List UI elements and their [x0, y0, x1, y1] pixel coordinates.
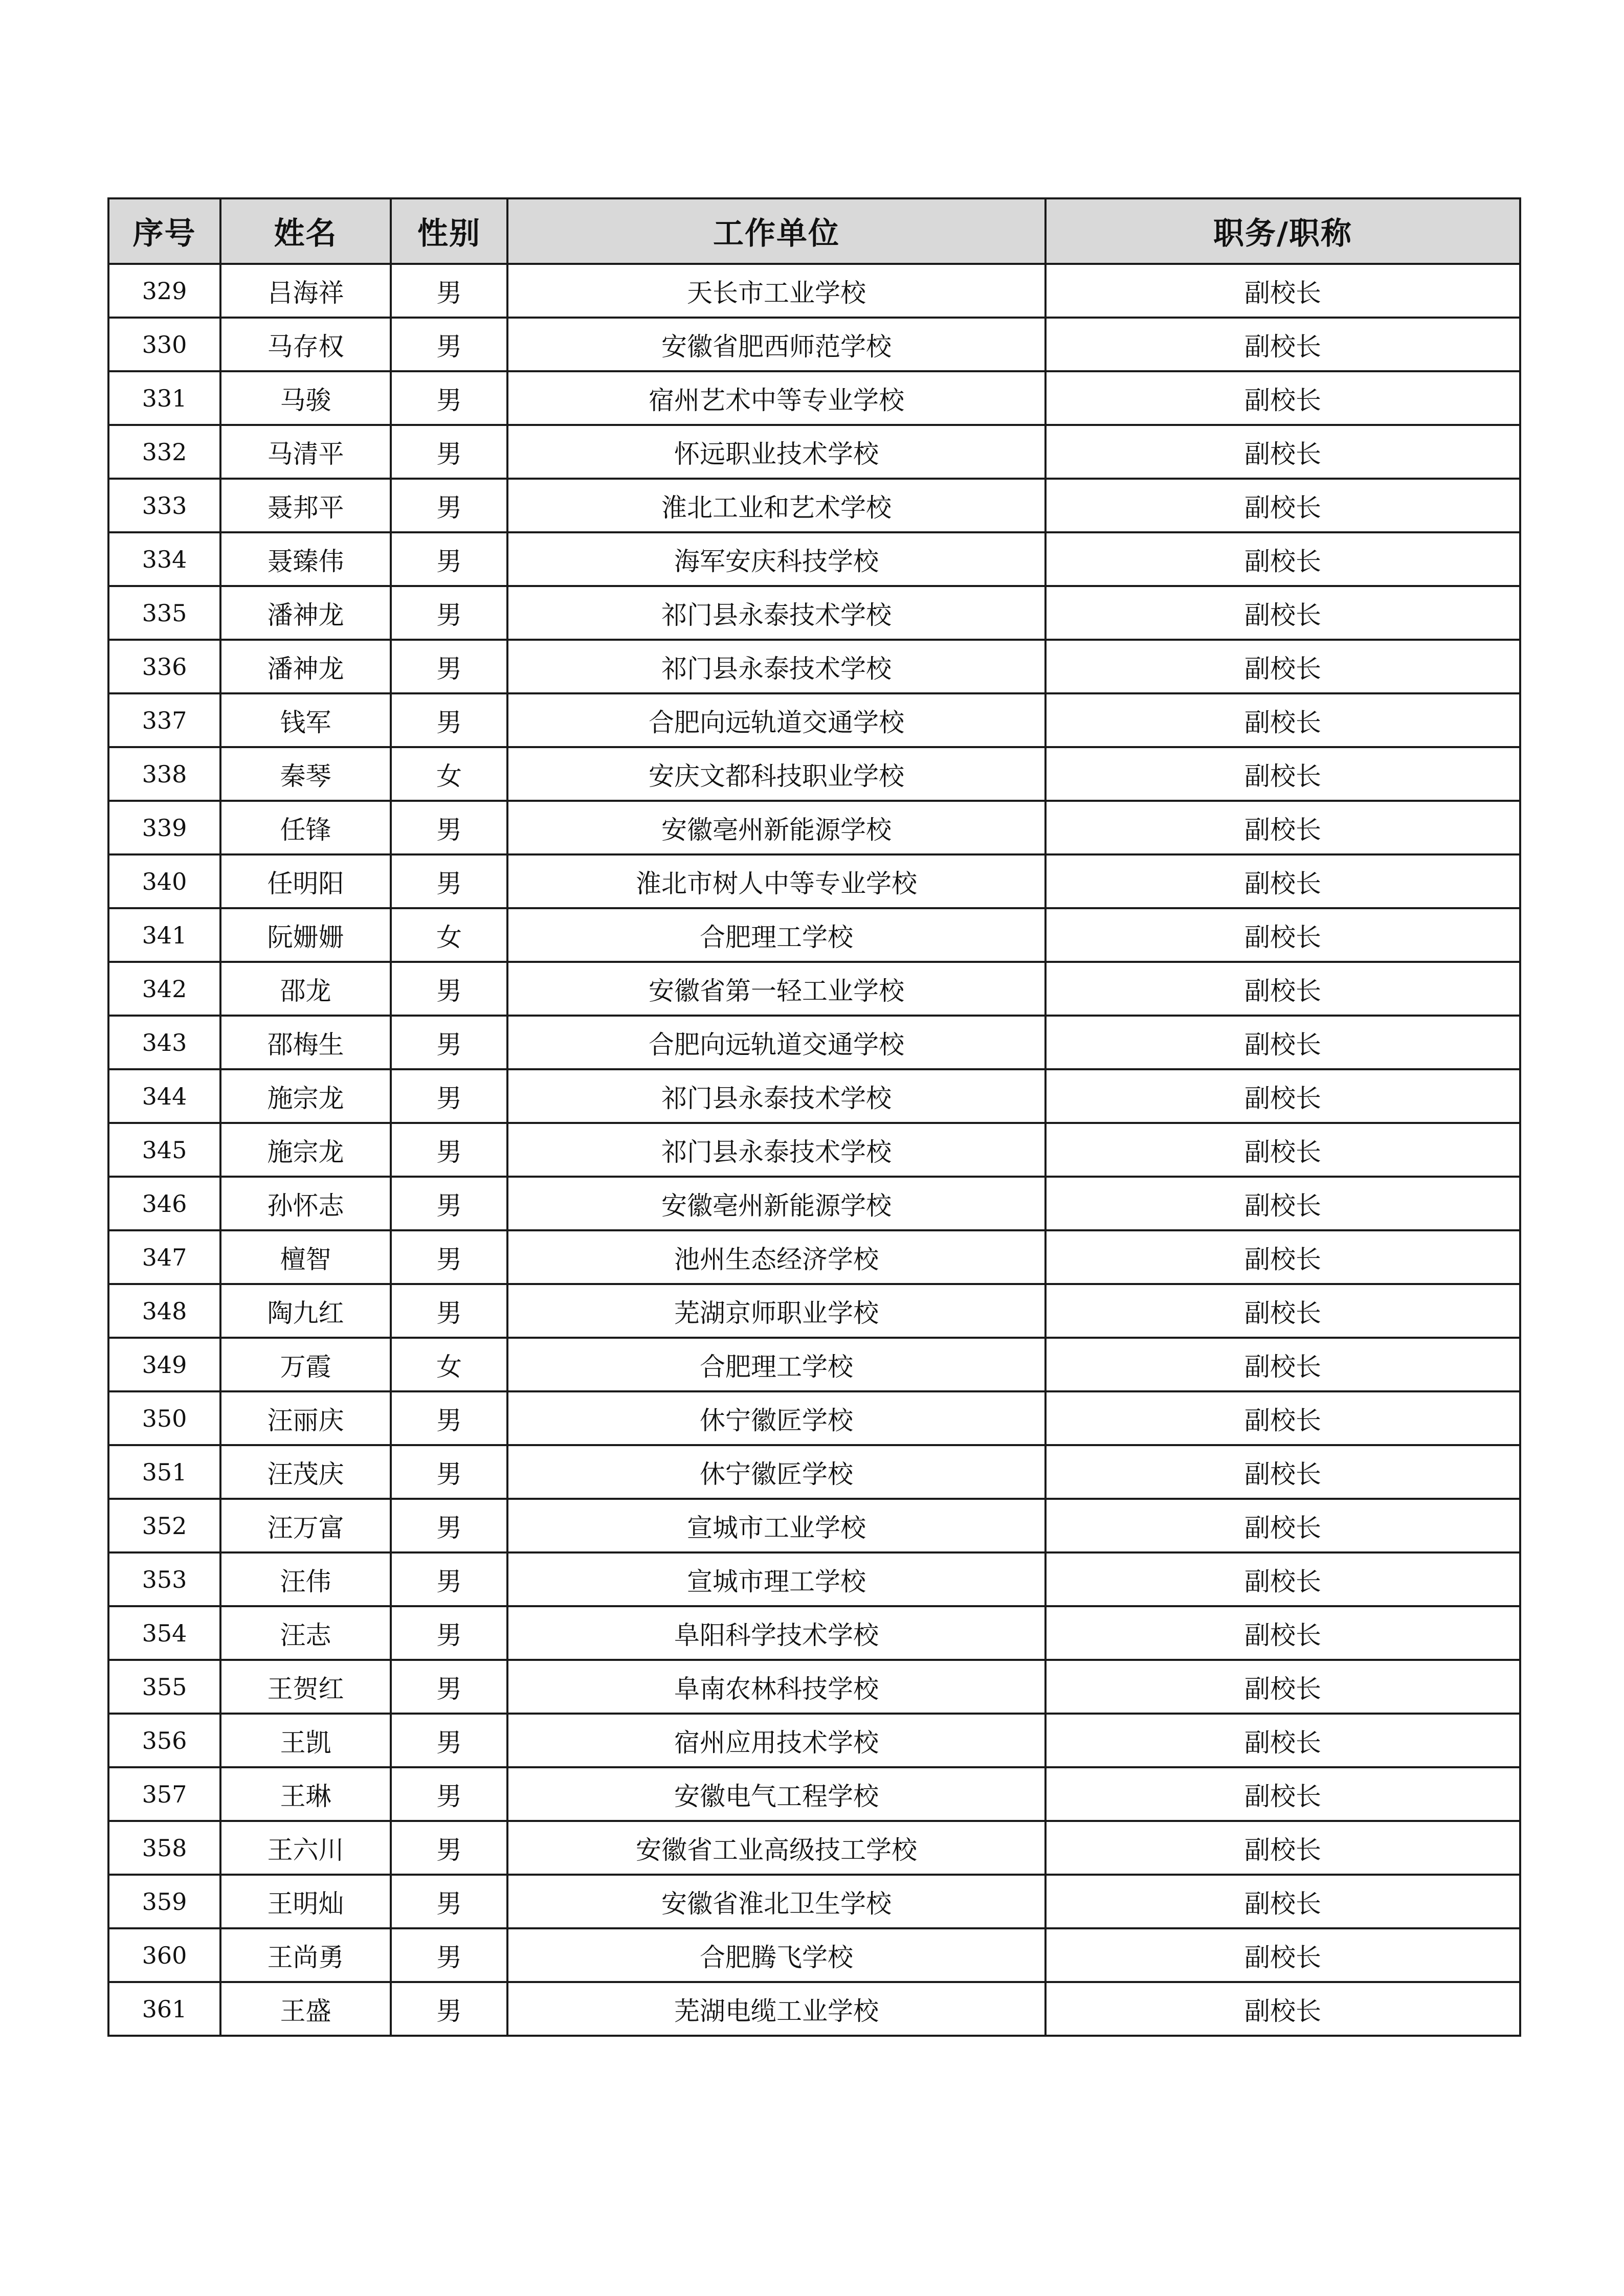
table-row: [108, 801, 1520, 854]
table-row: [108, 1016, 1520, 1069]
table-row: [108, 264, 1520, 318]
table-row: [108, 1606, 1520, 1660]
cell-gender: 男: [391, 1982, 507, 2036]
cell-work-unit: 休宁徽匠学校: [507, 1391, 1045, 1445]
cell-work-unit: 合肥向远轨道交通学校: [507, 693, 1045, 747]
cell-name: 孙怀志: [220, 1177, 391, 1230]
cell-position-title: 副校长: [1045, 1230, 1520, 1284]
cell-work-unit: 合肥理工学校: [507, 1338, 1045, 1391]
cell-gender: 男: [391, 640, 507, 693]
cell-position-title: 副校长: [1045, 1338, 1520, 1391]
cell-gender: 男: [391, 1069, 507, 1123]
cell-work-unit: 祁门县永泰技术学校: [507, 586, 1045, 640]
cell-serial-number: 348: [108, 1284, 220, 1338]
cell-position-title: 副校长: [1045, 586, 1520, 640]
cell-name: 汪伟: [220, 1552, 391, 1606]
cell-serial-number: 342: [108, 962, 220, 1016]
cell-serial-number: 330: [108, 318, 220, 371]
cell-gender: 男: [391, 586, 507, 640]
cell-gender: 男: [391, 264, 507, 318]
cell-gender: 男: [391, 1767, 507, 1821]
cell-serial-number: 359: [108, 1875, 220, 1928]
cell-serial-number: 346: [108, 1177, 220, 1230]
table-row: [108, 479, 1520, 532]
cell-serial-number: 332: [108, 425, 220, 479]
table-body: [108, 264, 1520, 2036]
cell-serial-number: 350: [108, 1391, 220, 1445]
table-row: [108, 1821, 1520, 1875]
cell-work-unit: 怀远职业技术学校: [507, 425, 1045, 479]
cell-gender: 男: [391, 1177, 507, 1230]
table-row: [108, 1499, 1520, 1552]
table-row: [108, 693, 1520, 747]
cell-gender: 男: [391, 1445, 507, 1499]
table-row: [108, 586, 1520, 640]
cell-name: 王凯: [220, 1714, 391, 1767]
table-row: [108, 1177, 1520, 1230]
cell-position-title: 副校长: [1045, 1714, 1520, 1767]
cell-position-title: 副校长: [1045, 1660, 1520, 1714]
cell-name: 吕海祥: [220, 264, 391, 318]
cell-work-unit: 淮北工业和艺术学校: [507, 479, 1045, 532]
cell-gender: 男: [391, 854, 507, 908]
table-row: [108, 1338, 1520, 1391]
cell-name: 聂邦平: [220, 479, 391, 532]
table-row: [108, 318, 1520, 371]
cell-work-unit: 休宁徽匠学校: [507, 1445, 1045, 1499]
cell-work-unit: 池州生态经济学校: [507, 1230, 1045, 1284]
cell-position-title: 副校长: [1045, 1069, 1520, 1123]
cell-name: 王盛: [220, 1982, 391, 2036]
cell-name: 陶九红: [220, 1284, 391, 1338]
cell-name: 檀智: [220, 1230, 391, 1284]
cell-position-title: 副校长: [1045, 908, 1520, 962]
cell-work-unit: 天长市工业学校: [507, 264, 1045, 318]
cell-name: 任锋: [220, 801, 391, 854]
cell-gender: 男: [391, 425, 507, 479]
cell-name: 马清平: [220, 425, 391, 479]
cell-gender: 男: [391, 532, 507, 586]
cell-position-title: 副校长: [1045, 264, 1520, 318]
cell-work-unit: 合肥腾飞学校: [507, 1928, 1045, 1982]
table-row: [108, 908, 1520, 962]
cell-work-unit: 祁门县永泰技术学校: [507, 1123, 1045, 1177]
cell-serial-number: 331: [108, 371, 220, 425]
cell-name: 汪丽庆: [220, 1391, 391, 1445]
cell-serial-number: 361: [108, 1982, 220, 2036]
table-row: [108, 1123, 1520, 1177]
cell-gender: 男: [391, 1821, 507, 1875]
cell-name: 施宗龙: [220, 1069, 391, 1123]
cell-work-unit: 海军安庆科技学校: [507, 532, 1045, 586]
cell-name: 任明阳: [220, 854, 391, 908]
cell-serial-number: 329: [108, 264, 220, 318]
header-name: 姓名: [220, 198, 391, 264]
cell-name: 万霞: [220, 1338, 391, 1391]
cell-position-title: 副校长: [1045, 962, 1520, 1016]
cell-name: 王明灿: [220, 1875, 391, 1928]
cell-position-title: 副校长: [1045, 318, 1520, 371]
cell-serial-number: 358: [108, 1821, 220, 1875]
cell-gender: 男: [391, 1714, 507, 1767]
cell-work-unit: 安徽亳州新能源学校: [507, 801, 1045, 854]
cell-work-unit: 合肥理工学校: [507, 908, 1045, 962]
cell-name: 钱军: [220, 693, 391, 747]
cell-serial-number: 339: [108, 801, 220, 854]
cell-serial-number: 353: [108, 1552, 220, 1606]
cell-serial-number: 355: [108, 1660, 220, 1714]
cell-name: 王贺红: [220, 1660, 391, 1714]
cell-gender: 男: [391, 371, 507, 425]
cell-work-unit: 安徽省第一轻工业学校: [507, 962, 1045, 1016]
table-row: [108, 1928, 1520, 1982]
cell-position-title: 副校长: [1045, 1982, 1520, 2036]
table-row: [108, 1069, 1520, 1123]
table-row: [108, 1445, 1520, 1499]
cell-position-title: 副校长: [1045, 1445, 1520, 1499]
cell-position-title: 副校长: [1045, 1284, 1520, 1338]
table-row: [108, 1714, 1520, 1767]
cell-work-unit: 祁门县永泰技术学校: [507, 1069, 1045, 1123]
cell-work-unit: 安庆文都科技职业学校: [507, 747, 1045, 801]
cell-gender: 男: [391, 1928, 507, 1982]
table-row: [108, 854, 1520, 908]
cell-gender: 男: [391, 1230, 507, 1284]
cell-work-unit: 宣城市理工学校: [507, 1552, 1045, 1606]
cell-serial-number: 338: [108, 747, 220, 801]
cell-gender: 女: [391, 747, 507, 801]
header-serial-number: 序号: [108, 198, 220, 264]
cell-work-unit: 宿州艺术中等专业学校: [507, 371, 1045, 425]
cell-position-title: 副校长: [1045, 1875, 1520, 1928]
cell-work-unit: 芜湖京师职业学校: [507, 1284, 1045, 1338]
table-row: [108, 1284, 1520, 1338]
cell-position-title: 副校长: [1045, 1499, 1520, 1552]
cell-gender: 男: [391, 1016, 507, 1069]
cell-name: 潘神龙: [220, 586, 391, 640]
cell-work-unit: 阜阳科学技术学校: [507, 1606, 1045, 1660]
cell-name: 潘神龙: [220, 640, 391, 693]
cell-work-unit: 安徽省淮北卫生学校: [507, 1875, 1045, 1928]
cell-serial-number: 356: [108, 1714, 220, 1767]
cell-position-title: 副校长: [1045, 532, 1520, 586]
cell-position-title: 副校长: [1045, 1391, 1520, 1445]
cell-work-unit: 安徽亳州新能源学校: [507, 1177, 1045, 1230]
cell-work-unit: 宿州应用技术学校: [507, 1714, 1045, 1767]
cell-gender: 男: [391, 693, 507, 747]
cell-position-title: 副校长: [1045, 1123, 1520, 1177]
cell-serial-number: 352: [108, 1499, 220, 1552]
cell-position-title: 副校长: [1045, 1767, 1520, 1821]
cell-gender: 男: [391, 1123, 507, 1177]
cell-position-title: 副校长: [1045, 1552, 1520, 1606]
cell-position-title: 副校长: [1045, 1606, 1520, 1660]
cell-name: 汪茂庆: [220, 1445, 391, 1499]
cell-serial-number: 334: [108, 532, 220, 586]
table-row: [108, 1391, 1520, 1445]
table-row: [108, 1552, 1520, 1606]
cell-gender: 男: [391, 1660, 507, 1714]
cell-serial-number: 349: [108, 1338, 220, 1391]
cell-name: 马骏: [220, 371, 391, 425]
cell-position-title: 副校长: [1045, 1016, 1520, 1069]
table-row: [108, 1875, 1520, 1928]
cell-serial-number: 340: [108, 854, 220, 908]
cell-gender: 男: [391, 1875, 507, 1928]
cell-serial-number: 336: [108, 640, 220, 693]
table-row: [108, 532, 1520, 586]
table-row: [108, 425, 1520, 479]
cell-serial-number: 354: [108, 1606, 220, 1660]
cell-serial-number: 345: [108, 1123, 220, 1177]
cell-work-unit: 祁门县永泰技术学校: [507, 640, 1045, 693]
cell-gender: 男: [391, 318, 507, 371]
cell-serial-number: 347: [108, 1230, 220, 1284]
cell-position-title: 副校长: [1045, 371, 1520, 425]
cell-name: 王六川: [220, 1821, 391, 1875]
cell-gender: 男: [391, 1391, 507, 1445]
header-work-unit: 工作单位: [507, 198, 1045, 264]
cell-name: 秦琴: [220, 747, 391, 801]
cell-position-title: 副校长: [1045, 425, 1520, 479]
cell-name: 汪万富: [220, 1499, 391, 1552]
cell-gender: 女: [391, 1338, 507, 1391]
table-header: [108, 198, 1520, 264]
cell-position-title: 副校长: [1045, 1177, 1520, 1230]
cell-position-title: 副校长: [1045, 854, 1520, 908]
cell-position-title: 副校长: [1045, 640, 1520, 693]
cell-name: 马存权: [220, 318, 391, 371]
cell-gender: 女: [391, 908, 507, 962]
table-row: [108, 371, 1520, 425]
header-row: [108, 198, 1520, 264]
cell-position-title: 副校长: [1045, 801, 1520, 854]
cell-work-unit: 淮北市树人中等专业学校: [507, 854, 1045, 908]
cell-name: 邵梅生: [220, 1016, 391, 1069]
cell-serial-number: 343: [108, 1016, 220, 1069]
table-row: [108, 1767, 1520, 1821]
cell-serial-number: 351: [108, 1445, 220, 1499]
cell-serial-number: 357: [108, 1767, 220, 1821]
cell-position-title: 副校长: [1045, 747, 1520, 801]
header-gender: 性别: [391, 198, 507, 264]
cell-work-unit: 安徽省工业高级技工学校: [507, 1821, 1045, 1875]
cell-serial-number: 360: [108, 1928, 220, 1982]
table-row: [108, 747, 1520, 801]
cell-position-title: 副校长: [1045, 693, 1520, 747]
cell-gender: 男: [391, 1606, 507, 1660]
table-row: [108, 962, 1520, 1016]
cell-serial-number: 344: [108, 1069, 220, 1123]
cell-work-unit: 芜湖电缆工业学校: [507, 1982, 1045, 2036]
cell-work-unit: 宣城市工业学校: [507, 1499, 1045, 1552]
cell-work-unit: 安徽省肥西师范学校: [507, 318, 1045, 371]
cell-name: 施宗龙: [220, 1123, 391, 1177]
cell-serial-number: 337: [108, 693, 220, 747]
cell-work-unit: 阜南农林科技学校: [507, 1660, 1045, 1714]
cell-name: 汪志: [220, 1606, 391, 1660]
table-row: [108, 1660, 1520, 1714]
cell-position-title: 副校长: [1045, 479, 1520, 532]
cell-name: 王尚勇: [220, 1928, 391, 1982]
table-row: [108, 1230, 1520, 1284]
cell-gender: 男: [391, 479, 507, 532]
cell-gender: 男: [391, 1284, 507, 1338]
cell-name: 邵龙: [220, 962, 391, 1016]
cell-gender: 男: [391, 1552, 507, 1606]
cell-name: 聂臻伟: [220, 532, 391, 586]
cell-serial-number: 341: [108, 908, 220, 962]
cell-work-unit: 合肥向远轨道交通学校: [507, 1016, 1045, 1069]
header-position-title: 职务/职称: [1045, 198, 1520, 264]
staff-roster-table: [107, 197, 1521, 2037]
cell-position-title: 副校长: [1045, 1821, 1520, 1875]
cell-serial-number: 335: [108, 586, 220, 640]
cell-gender: 男: [391, 962, 507, 1016]
cell-name: 王琳: [220, 1767, 391, 1821]
cell-gender: 男: [391, 801, 507, 854]
cell-name: 阮姗姗: [220, 908, 391, 962]
cell-work-unit: 安徽电气工程学校: [507, 1767, 1045, 1821]
table-row: [108, 1982, 1520, 2036]
cell-gender: 男: [391, 1499, 507, 1552]
cell-position-title: 副校长: [1045, 1928, 1520, 1982]
table-row: [108, 640, 1520, 693]
cell-serial-number: 333: [108, 479, 220, 532]
